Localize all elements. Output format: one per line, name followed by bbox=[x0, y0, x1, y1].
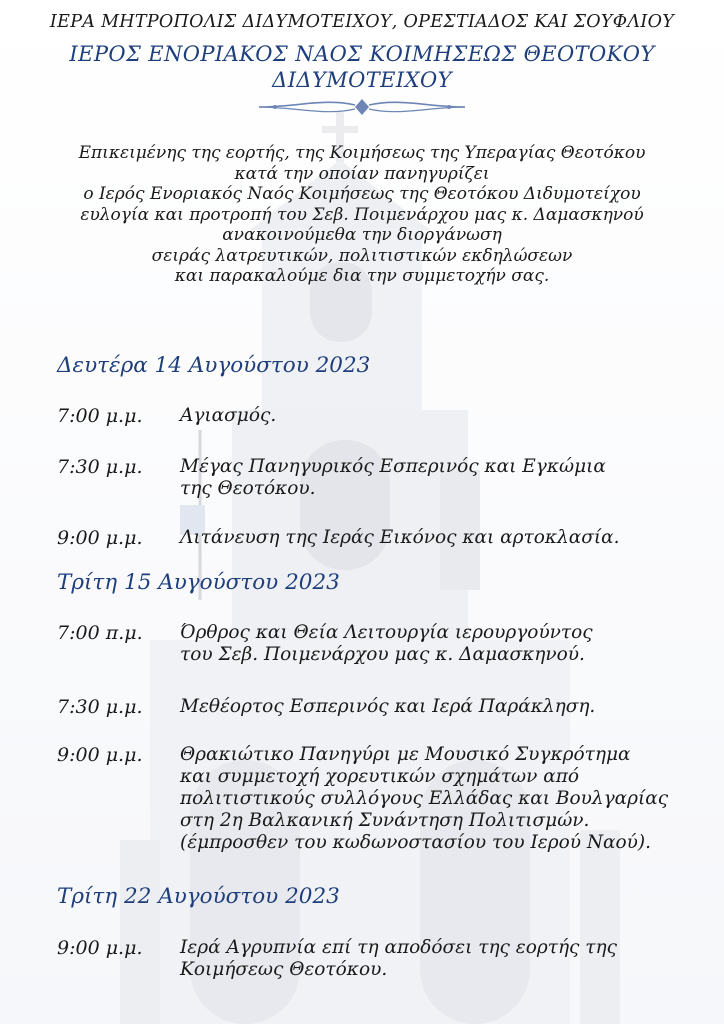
intro-line: και παρακαλούμε δια την συμμετοχήν σας. bbox=[174, 266, 550, 286]
intro-line: κατά την οποίαν πανηγυρίζει bbox=[234, 163, 490, 184]
intro-line: ο Ιερός Ενοριακός Ναός Κοιμήσεως της Θεοτόκου Διδυμοτείχου bbox=[83, 184, 641, 204]
day-heading-3: Τρίτη 22 Αυγούστου 2023 bbox=[57, 884, 340, 909]
event-time: 9:00 μ.μ. bbox=[57, 937, 143, 959]
event-line: Ιερά Αγρυπνία επί τη αποδόσει της εορτής της bbox=[180, 937, 617, 958]
event-description bbox=[180, 622, 593, 666]
metropolis-title: ΙΕΡΑ ΜΗΤΡΟΠΟΛΙΣ ΔΙΔΥΜΟΤΕΙΧΟΥ, ΟΡΕΣΤΙΑΔΟΣ ΚΑΙ ΣΟΥΦΛΙΟΥ bbox=[49, 12, 675, 32]
event-line: Μέγας Πανηγυρικός Εσπερινός και Εγκώμια bbox=[180, 456, 606, 477]
event-line: Όρθρος και Θεία Λειτουργία ιερουργούντος bbox=[180, 622, 593, 643]
event-description bbox=[180, 456, 606, 500]
event-description bbox=[180, 744, 668, 854]
event-line: πολιτιστικούς συλλόγους Ελλάδας και Βουλγαρίας bbox=[180, 788, 669, 809]
event-line: (έμπροσθεν του κωδωνοστασίου του Ιερού Ναού). bbox=[180, 832, 652, 853]
intro-line: ευλογία και προτροπή του Σεβ. Ποιμενάρχου μας κ. Δαμασκηνού bbox=[80, 204, 644, 225]
event-line: στη 2η Βαλκανική Συνάντηση Πολιτισμών. bbox=[180, 810, 590, 831]
church-title-line1: ΙΕΡΟΣ ΕΝΟΡΙΑΚΟΣ ΝΑΟΣ ΚΟΙΜΗΣΕΩΣ ΘΕΟΤΟΚΟΥ bbox=[69, 42, 655, 66]
intro-line: Επικειμένης της εορτής, της Κοιμήσεως της Υπεραγίας Θεοτόκου bbox=[78, 143, 646, 163]
event-description bbox=[180, 937, 617, 981]
event-line: και συμμετοχή χορευτικών σχημάτων από bbox=[180, 766, 580, 787]
intro-line: σειράς λατρευτικών, πολιτιστικών εκδηλώσεων bbox=[151, 245, 573, 266]
ornament-divider-icon bbox=[255, 96, 469, 118]
event-line: Μεθέορτος Εσπερινός και Ιερά Παράκληση. bbox=[180, 696, 596, 717]
day-heading-2: Τρίτη 15 Αυγούστου 2023 bbox=[57, 570, 340, 595]
event-line: Θρακιώτικο Πανηγύρι με Μουσικό Συγκρότημα bbox=[180, 744, 631, 765]
event-description bbox=[180, 696, 595, 718]
event-line: Λιτάνευση της Ιεράς Εικόνος και αρτοκλασία. bbox=[180, 527, 620, 548]
event-time: 7:00 μ.μ. bbox=[57, 405, 143, 427]
event-line: του Σεβ. Ποιμενάρχου μας κ. Δαμασκηνού. bbox=[180, 644, 585, 665]
event-line: Κοιμήσεως Θεοτόκου. bbox=[180, 959, 388, 980]
day-heading-1: Δευτέρα 14 Αυγούστου 2023 bbox=[57, 353, 371, 378]
event-time: 7:00 π.μ. bbox=[57, 622, 143, 644]
intro-paragraph bbox=[0, 143, 724, 287]
event-description bbox=[180, 405, 276, 427]
event-line: της Θεοτόκου. bbox=[180, 478, 316, 499]
event-description bbox=[180, 527, 620, 549]
event-time: 7:30 μ.μ. bbox=[57, 456, 143, 478]
event-line: Αγιασμός. bbox=[180, 405, 277, 426]
intro-line: ανακοινούμεθα την διοργάνωση bbox=[222, 225, 502, 245]
event-time: 7:30 μ.μ. bbox=[57, 696, 143, 718]
event-time: 9:00 μ.μ. bbox=[57, 744, 143, 766]
event-time: 9:00 μ.μ. bbox=[57, 527, 143, 549]
church-title-line2: ΔΙΔΥΜΟΤΕΙΧΟΥ bbox=[272, 68, 452, 92]
